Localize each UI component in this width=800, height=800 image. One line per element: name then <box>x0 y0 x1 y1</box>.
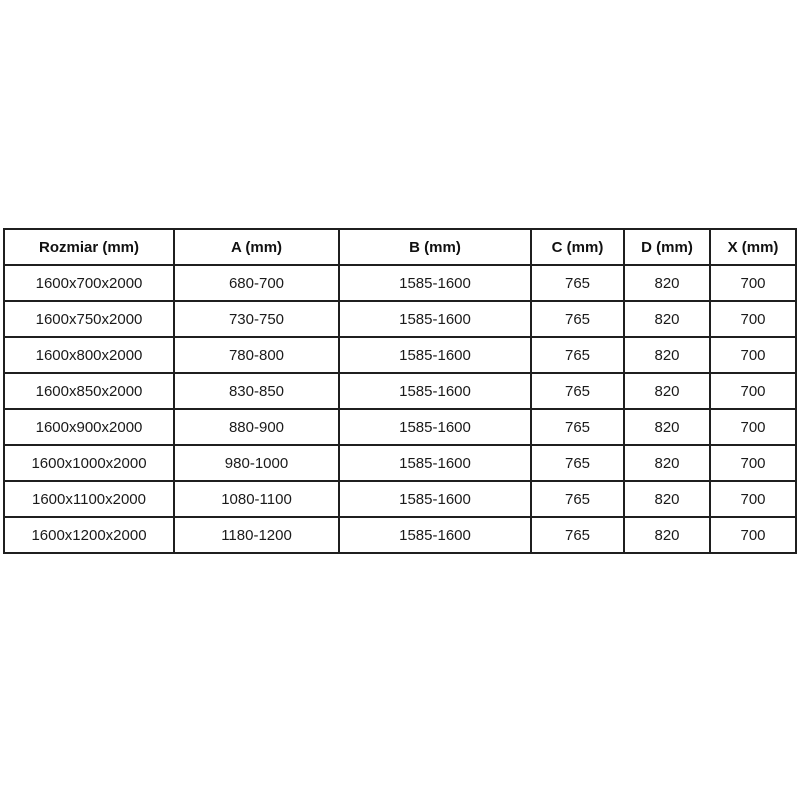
table-header-row <box>4 229 796 265</box>
column-header-a: A (mm) <box>174 229 339 265</box>
table-cell: 1585-1600 <box>339 445 531 481</box>
table-row <box>4 517 796 553</box>
table-cell: 1585-1600 <box>339 373 531 409</box>
table-cell: 680-700 <box>174 265 339 301</box>
table-cell: 1585-1600 <box>339 517 531 553</box>
table-cell: 1600x800x2000 <box>4 337 174 373</box>
table-cell: 820 <box>624 301 710 337</box>
table-body <box>4 265 796 553</box>
table-cell: 1080-1100 <box>174 481 339 517</box>
column-header-c: C (mm) <box>531 229 624 265</box>
table-cell: 700 <box>710 517 796 553</box>
table-cell: 1600x1100x2000 <box>4 481 174 517</box>
table-cell: 880-900 <box>174 409 339 445</box>
table-cell: 765 <box>531 337 624 373</box>
column-header-rozmiar: Rozmiar (mm) <box>4 229 174 265</box>
table-cell: 1180-1200 <box>174 517 339 553</box>
table-cell: 700 <box>710 445 796 481</box>
table-cell: 820 <box>624 337 710 373</box>
table-cell: 765 <box>531 265 624 301</box>
table-cell: 820 <box>624 445 710 481</box>
table-cell: 1585-1600 <box>339 265 531 301</box>
table-cell: 700 <box>710 373 796 409</box>
table-cell: 820 <box>624 409 710 445</box>
table-cell: 700 <box>710 337 796 373</box>
table-cell: 1585-1600 <box>339 301 531 337</box>
table-cell: 1600x700x2000 <box>4 265 174 301</box>
table-row <box>4 301 796 337</box>
column-header-d: D (mm) <box>624 229 710 265</box>
table-row <box>4 481 796 517</box>
table-row <box>4 445 796 481</box>
table-row <box>4 409 796 445</box>
table-cell: 1585-1600 <box>339 481 531 517</box>
table-cell: 1600x850x2000 <box>4 373 174 409</box>
table-cell: 765 <box>531 301 624 337</box>
table-cell: 700 <box>710 265 796 301</box>
table-cell: 1600x1000x2000 <box>4 445 174 481</box>
column-header-x: X (mm) <box>710 229 796 265</box>
table-cell: 1585-1600 <box>339 409 531 445</box>
table-cell: 765 <box>531 517 624 553</box>
table-cell: 1600x900x2000 <box>4 409 174 445</box>
table-cell: 1600x1200x2000 <box>4 517 174 553</box>
table-cell: 1600x750x2000 <box>4 301 174 337</box>
column-header-b: B (mm) <box>339 229 531 265</box>
table-cell: 765 <box>531 373 624 409</box>
table-cell: 730-750 <box>174 301 339 337</box>
table-cell: 820 <box>624 373 710 409</box>
table-cell: 980-1000 <box>174 445 339 481</box>
table-cell: 1585-1600 <box>339 337 531 373</box>
table-row <box>4 373 796 409</box>
table-cell: 765 <box>531 445 624 481</box>
dimensions-spec-table <box>3 228 797 554</box>
table-cell: 700 <box>710 409 796 445</box>
table-cell: 820 <box>624 517 710 553</box>
table-cell: 765 <box>531 409 624 445</box>
table-cell: 830-850 <box>174 373 339 409</box>
table-cell: 700 <box>710 301 796 337</box>
table-cell: 820 <box>624 481 710 517</box>
table-row <box>4 337 796 373</box>
table-cell: 820 <box>624 265 710 301</box>
table-cell: 700 <box>710 481 796 517</box>
table-cell: 780-800 <box>174 337 339 373</box>
table-row <box>4 265 796 301</box>
table-cell: 765 <box>531 481 624 517</box>
